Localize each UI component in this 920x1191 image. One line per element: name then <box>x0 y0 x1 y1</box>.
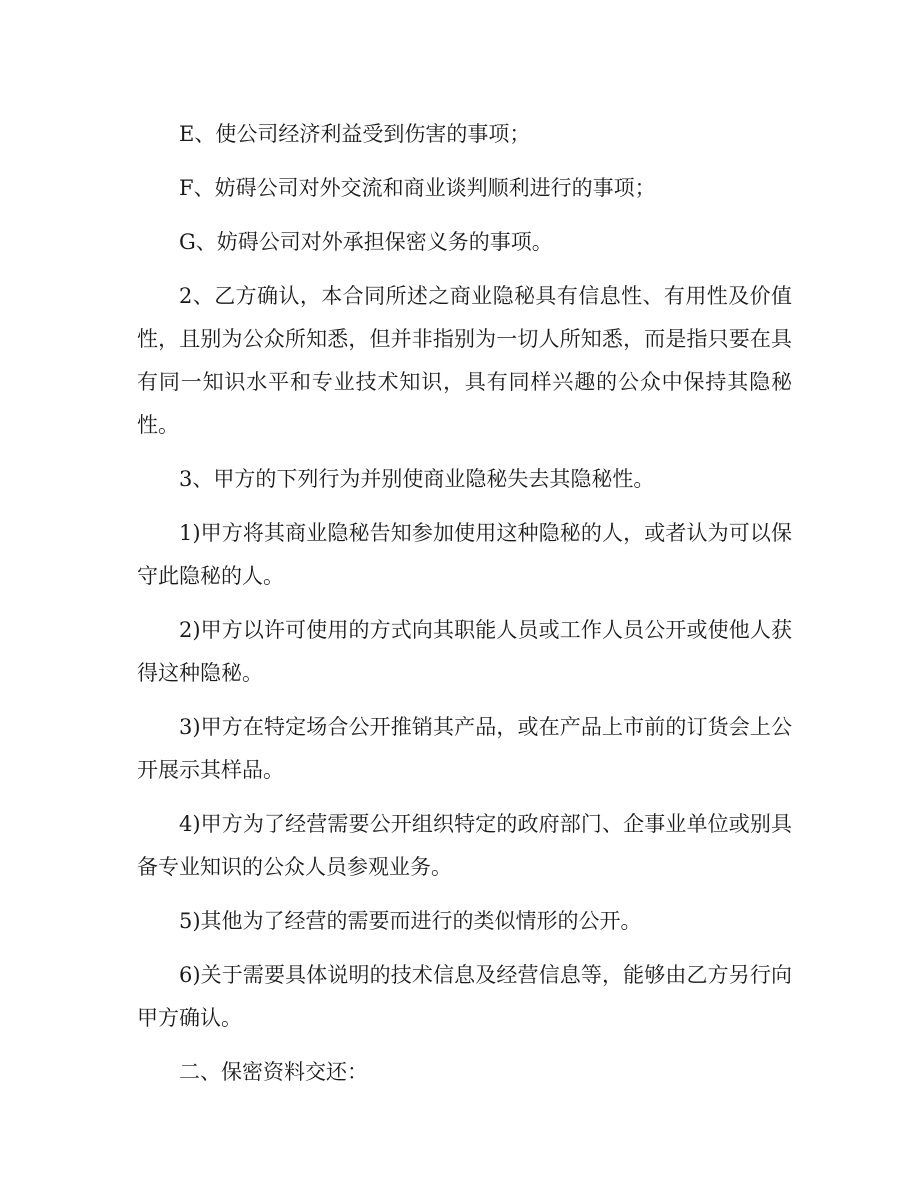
item-3: 3)甲方在特定场合公开推销其产品，或在产品上市前的订货会上公开展示其样品。 <box>137 715 792 782</box>
clause-e: E、使公司经济利益受到伤害的事项； <box>179 122 531 146</box>
clause-g: G、妨碍公司对外承担保密义务的事项。 <box>179 230 553 254</box>
item-1: 1)甲方将其商业隐秘告知参加使用这种隐秘的人，或者认为可以保守此隐秘的人。 <box>137 521 792 588</box>
document-body <box>137 113 792 1094</box>
item-6: 6)关于需要具体说明的技术信息及经营信息等，能够由乙方另行向甲方确认。 <box>137 963 792 1030</box>
clause-3: 3、甲方的下列行为并别使商业隐秘失去其隐秘性。 <box>179 467 655 491</box>
item-5: 5)其他为了经营的需要而进行的类似情形的公开。 <box>179 909 642 933</box>
clause-2: 2、乙方确认，本合同所述之商业隐秘具有信息性、有用性及价值性，且别为公众所知悉，但并非指别为一切人所知悉，而是指只要在具有同一知识水平和专业技术知识，具有同样兴趣的公众中保持其隐秘性。 <box>137 284 792 437</box>
item-2: 2)甲方以许可使用的方式向其职能人员或工作人员公开或使他人获得这种隐秘。 <box>137 618 792 685</box>
item-4: 4)甲方为了经营需要公开组织特定的政府部门、企事业单位或别具备专业知识的公众人员参观业务。 <box>137 812 792 879</box>
clause-f: F、妨碍公司对外交流和商业谈判顺利进行的事项； <box>179 176 656 200</box>
section-heading-2: 二、保密资料交还： <box>179 1060 368 1084</box>
